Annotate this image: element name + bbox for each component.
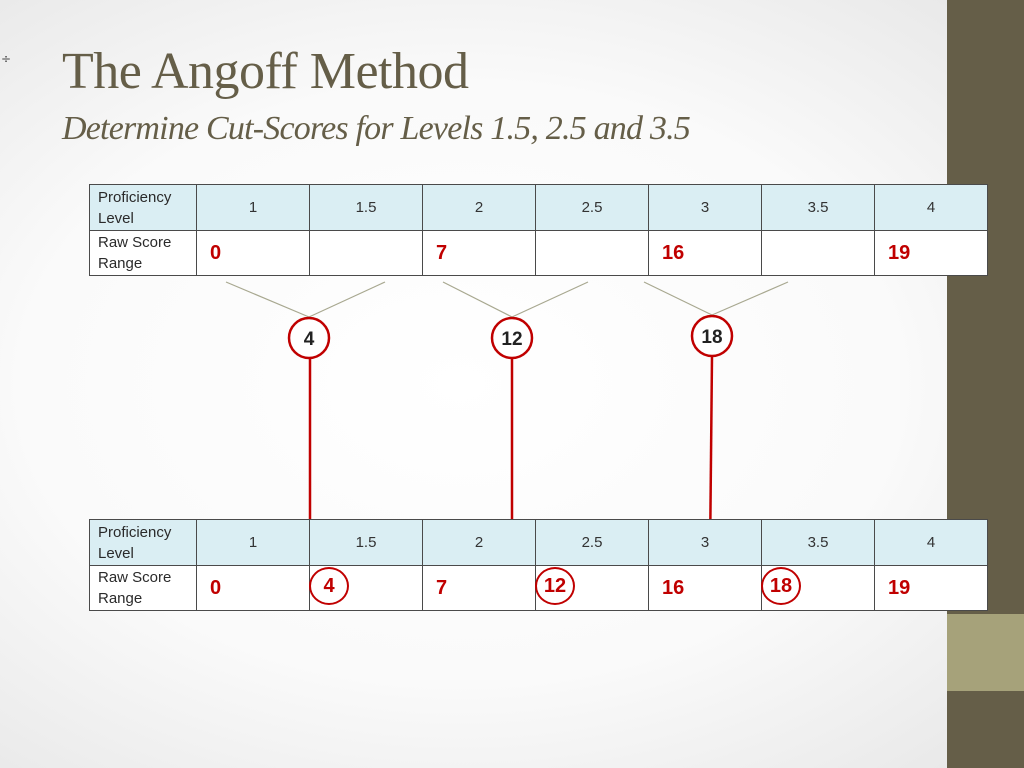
highlighted-cut-score: 12: [535, 567, 575, 605]
level-cell: 2: [423, 185, 536, 231]
funnel-line: [512, 282, 588, 317]
cut-score-label: 18: [701, 327, 723, 348]
score-cell: 7: [423, 231, 536, 276]
funnel-lines: [226, 282, 788, 317]
level-cell: 3.5: [762, 520, 875, 566]
level-cell: 1: [197, 185, 310, 231]
level-cell: 1.5: [310, 520, 423, 566]
level-cell: 4: [875, 185, 988, 231]
score-cell: [762, 566, 875, 611]
level-cell: 4: [875, 520, 988, 566]
funnel-line: [309, 282, 385, 317]
level-cell: 3: [649, 520, 762, 566]
highlighted-cut-score: 18: [761, 567, 801, 605]
score-cell: [310, 566, 423, 611]
row-label-raw-score: Raw Score Range: [90, 566, 197, 611]
cut-score-label: 12: [501, 329, 523, 350]
funnel-line: [443, 282, 512, 317]
table-row: [90, 520, 988, 566]
score-cell: 0: [197, 231, 310, 276]
sidebar-accent-block: [947, 614, 1024, 691]
level-cell: 2.5: [536, 520, 649, 566]
score-cell: 0: [197, 566, 310, 611]
bullet-glyph: ÷: [1, 52, 12, 66]
funnel-line: [644, 282, 712, 315]
score-cell: 19: [875, 566, 988, 611]
score-cell: 16: [649, 231, 762, 276]
level-cell: 2: [423, 520, 536, 566]
row-label-proficiency: Proficiency Level: [90, 185, 197, 231]
slide-title: The Angoff Method: [62, 43, 469, 100]
score-cell: 19: [875, 231, 988, 276]
level-cell: 1.5: [310, 185, 423, 231]
row-label-raw-score: Raw Score Range: [90, 231, 197, 276]
score-cell: [536, 566, 649, 611]
score-cell: 16: [649, 566, 762, 611]
row-label-proficiency: Proficiency Level: [90, 520, 197, 566]
funnel-line: [712, 282, 788, 315]
cut-score-label: 4: [303, 329, 315, 350]
cut-score-labels: [304, 327, 723, 350]
slide-subtitle: Determine Cut-Scores for Levels 1.5, 2.5 and 3.5: [62, 110, 690, 147]
score-cell: 7: [423, 566, 536, 611]
level-cell: 2.5: [536, 185, 649, 231]
level-cell: 3: [649, 185, 762, 231]
level-cell: 3.5: [762, 185, 875, 231]
table-row: [90, 566, 988, 611]
level-cell: 1: [197, 520, 310, 566]
funnel-line: [226, 282, 309, 317]
bottom-score-table: [89, 519, 988, 611]
highlighted-cut-score: 4: [309, 567, 349, 605]
